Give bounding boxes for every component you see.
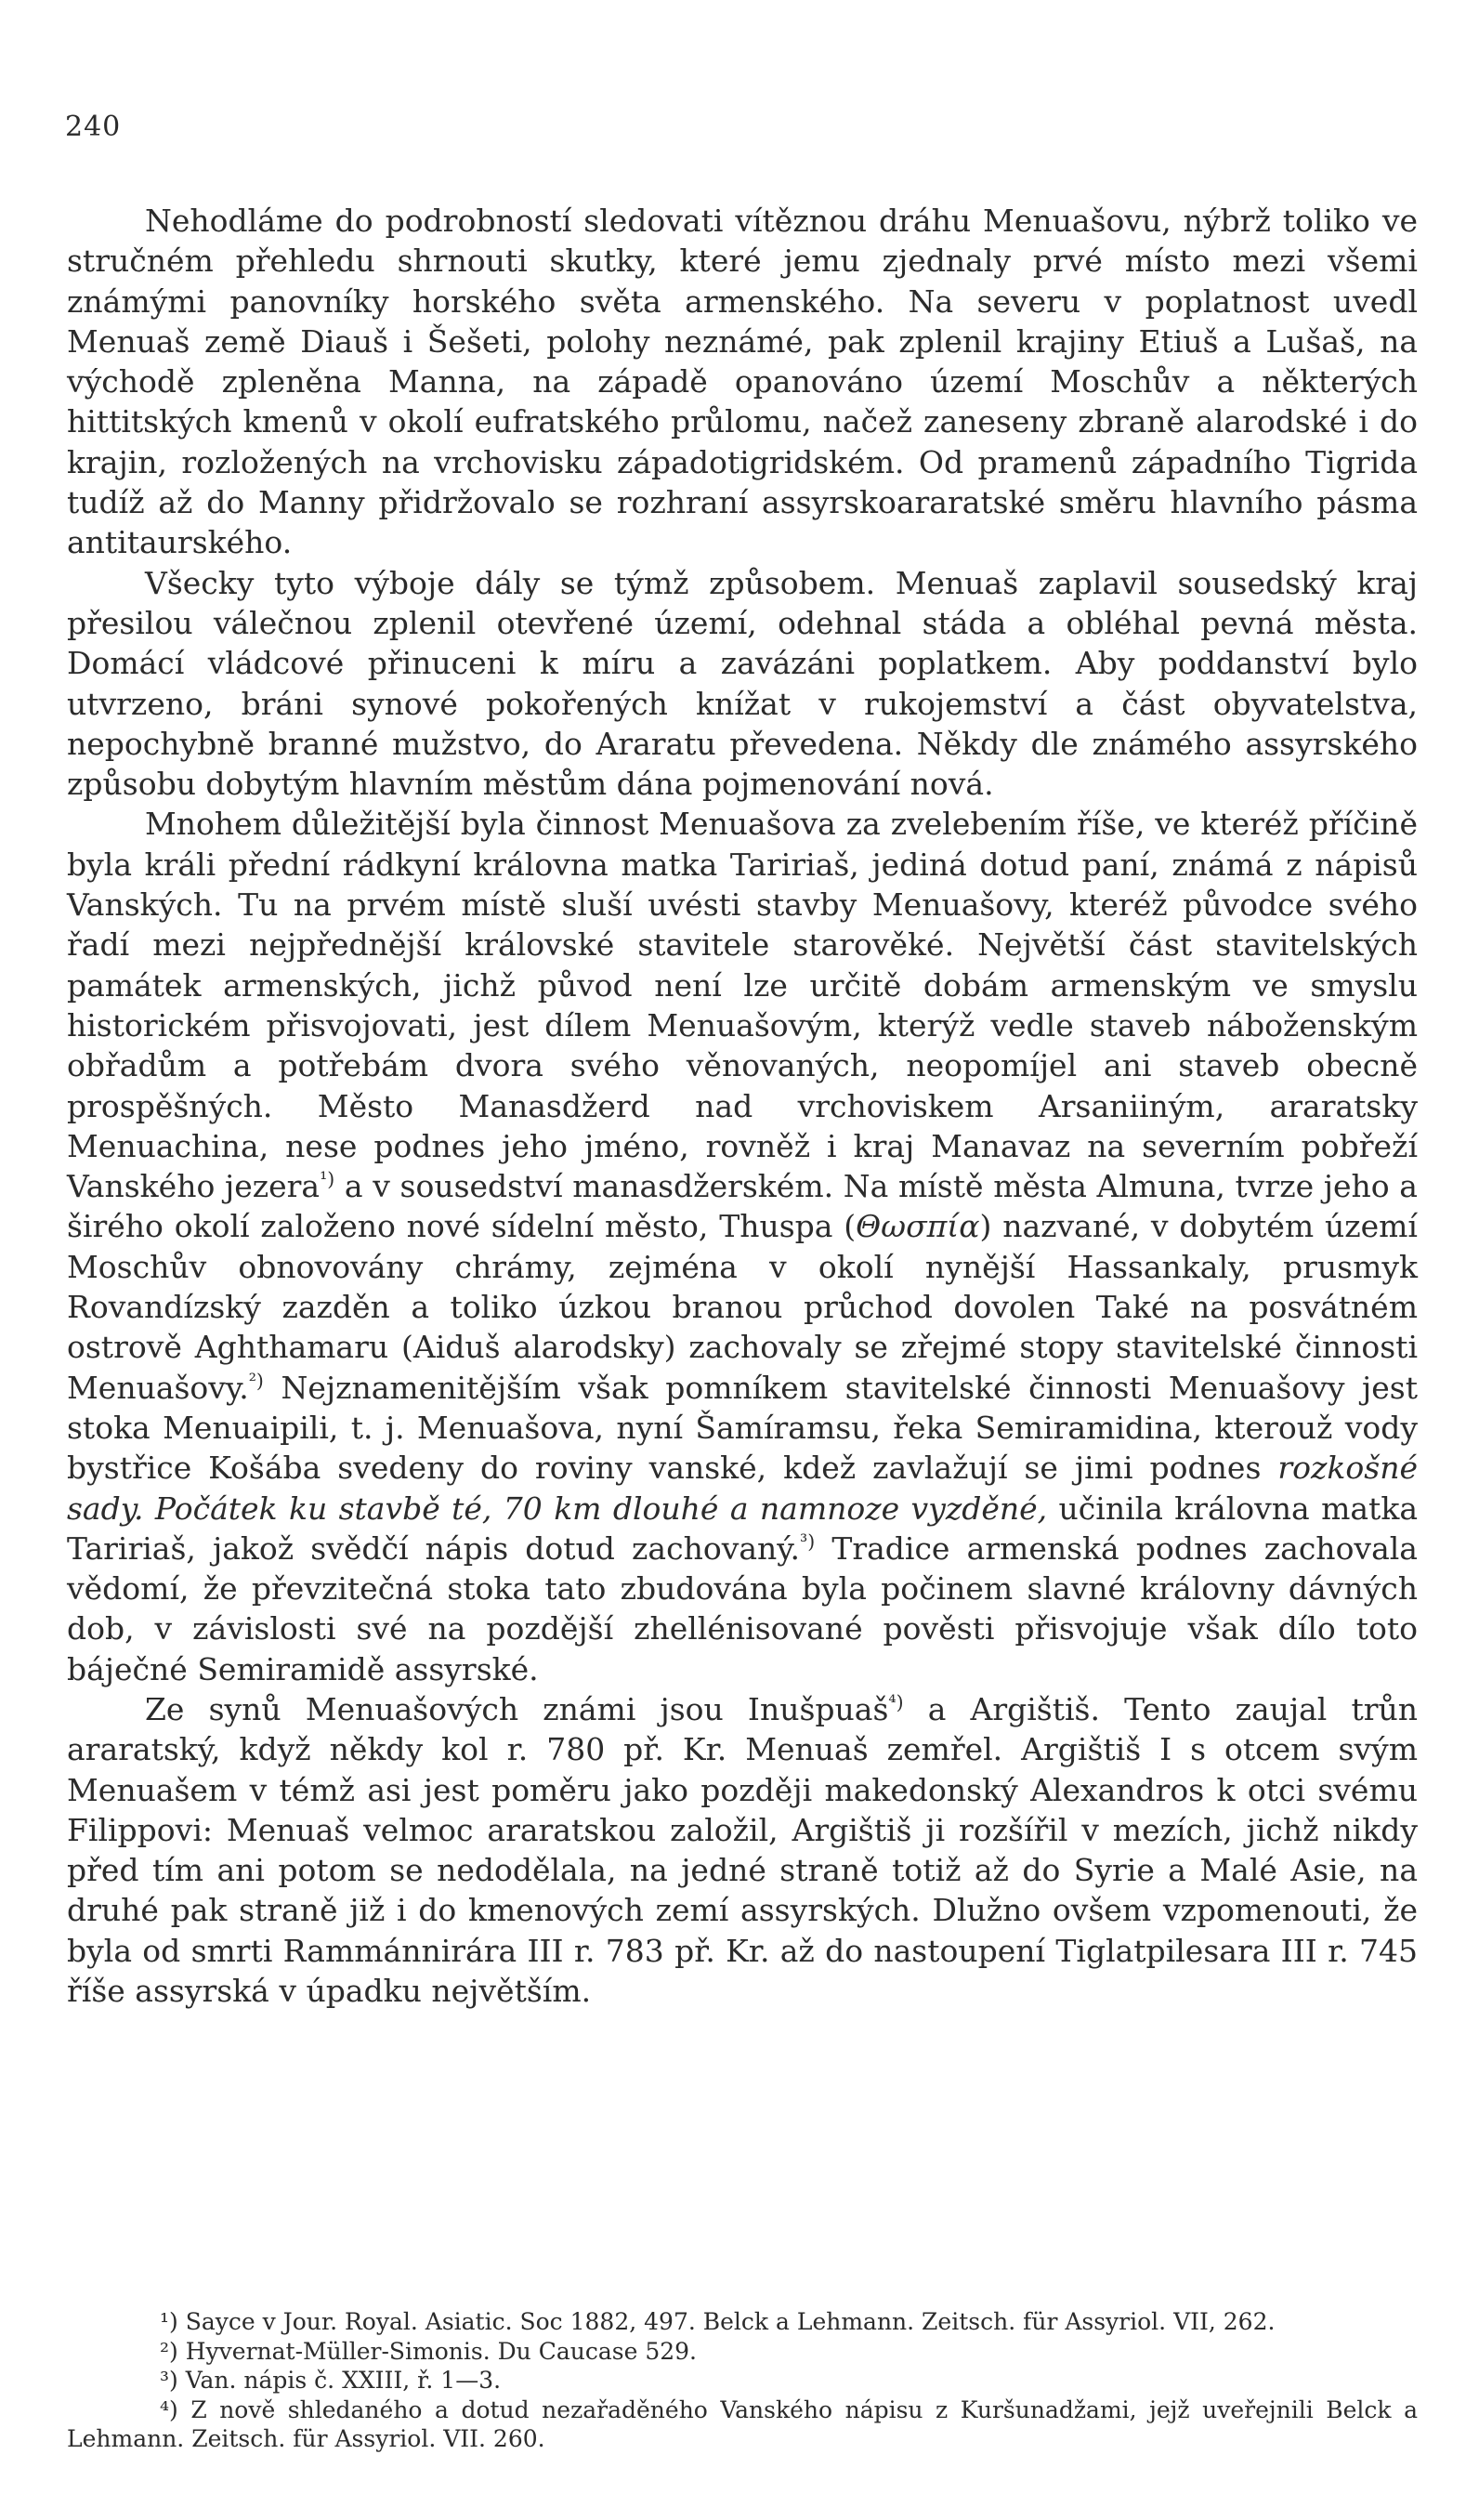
paragraph-text: ) nazvané, v dobytém území Moschův obnovovány chrámy, zejména v okolí nynější Hassankaly, prusmyk Rovandízský zazděn a toliko úzkou branou průchod dovolen Také na posvátném ostrově Aghthamaru (Aiduš alarodsky) zachovaly se zřejmé stopy stavitelské činnosti Menuašovy. <box>67 1208 1418 1406</box>
footnote-text: Van. nápis č. XXIII, ř. 1—3. <box>185 2367 502 2394</box>
footnote-mark: ⁴) <box>160 2395 178 2423</box>
paragraph-text: Nehodláme do podrobností sledovati vítěznou dráhu Menuašovu, nýbrž toliko ve stručném přehledu shrnouti skutky, které jemu zjednaly prvé místo mezi všemi známými panovníky horského světa armenského. Na severu v poplatnost uvedl Menuaš země Diauš i Šešeti, polohy neznámé, pak zplenil krajiny Etiuš a Lušaš, na východě zpleněna Manna, na západě opanováno území Moschův a některých hittitských kmenů v okolí eufratského průlomu, načež zaneseny zbraně alarodské i do krajin, rozložených na vrchovisku západotigridském. Od pramenů západního Tigrida tudíž až do Manny přidržovalo se rozhraní assyrskoararatské směru hlavního pásma antitaurského. <box>67 203 1418 561</box>
paragraph-text: a Argištiš. Tento zaujal trůn araratský, když někdy kol r. 780 př. Kr. Menuaš zemřel. Argištiš I s otcem svým Menuašem v témž asi jest poměru jako později makedonský Alexandros k otci svému Filippovi: Menuaš velmoc araratskou založil, Argištiš ji rozšířil v mezích, jichž nikdy před tím ani potom se nedodělala, na jedné straně totiž až do Syrie a Malé Asie, na druhé pak straně již i do kmenových zemí assyrských. Dlužno ovšem vzpomenouti, že byla od smrti Rammánnirára III r. 783 př. Kr. až do nastoupení Tiglatpilesara III r. 745 říše assyrská v úpadku největším. <box>67 1690 1419 2010</box>
paragraph-text: Tradice armenská podnes zachovala vědomí, že převzitečná stoka tato zbudována byla počinem slavné královny dávných dob, v závislosti své na pozdější zhellénisované pověsti přisvojuje však dílo toto báječné Semiramidě assyrské. <box>67 1529 1418 1687</box>
paragraph-text: Mnohem důležitější byla činnost Menuašova za zvelebením říše, ve kteréž příčině byla králi přední rádkyní královna matka Taririaš, jediná dotud paní, známá z nápisů Vanských. Tu na prvém místě sluší uvésti stavby Menuašovy, kteréž původce svého řadí mezi nejpřednější královské stavitele starověké. Největší část stavitelských památek armenských, jichž původ není lze určitě dobám armenským ve smyslu historickém přisvojovati, jest dílem Menuašovým, kterýž vedle staveb náboženským obřadům a potřebám dvora svého věnovaných, neopomíjel ani staveb obecně prospěšných. Město Manasdžerd nad vrchoviskem Arsaniiným, araratsky Menuachina, nese podnes jeho jméno, rovněž i kraj Manavaz na severním pobřeží Vanského jezera <box>67 806 1418 1205</box>
main-text <box>67 201 1418 2011</box>
footnote-2 <box>67 2337 1418 2367</box>
italic-text: rozkošné sady. Počátek ku stavbě té, 70 km dlouhé a namnoze vyzděné, <box>67 1450 1418 1527</box>
paragraph-text: Ze synů Menuašových známi jsou Inušpuaš <box>145 1690 889 1727</box>
footnote-mark: ¹) <box>160 2308 178 2335</box>
footnote-ref-2: ²) <box>248 1369 264 1392</box>
footnote-text: Sayce v Jour. Royal. Asiatic. Soc 1882, 497. Belck a Lehmann. Zeitsch. für Assyriol. VII, 262. <box>185 2308 1276 2335</box>
footnotes <box>67 2307 1418 2454</box>
greek-word: Θωσπία <box>856 1208 980 1245</box>
paragraph-text: učinila královna matka Taririaš, jakož svědčí nápis dotud zachovaný. <box>67 1490 1418 1567</box>
footnote-ref-3: ³) <box>800 1529 816 1553</box>
footnote-3 <box>67 2366 1418 2395</box>
footnote-mark: ³) <box>160 2367 178 2394</box>
paragraph-4 <box>67 1689 1418 2011</box>
paragraph-text: Nejznamenitějším však pomníkem stavitelské činnosti Menuašovy jest stoka Menuaipili, t. j. Menuašova, nyní Šamíramsu, řeka Semiramidina, kterouž vody bystřice Košába svedeny do roviny vanské, kdež zavlažují se jimi podnes <box>67 1369 1418 1487</box>
footnote-mark: ²) <box>160 2337 178 2365</box>
paragraph-3 <box>67 804 1418 1689</box>
paragraph-1 <box>67 201 1418 563</box>
footnote-ref-4: ⁴) <box>888 1690 904 1713</box>
footnote-ref-1: ¹) <box>320 1168 335 1191</box>
footnote-4 <box>67 2395 1418 2454</box>
paragraph-text: a v sousedství manasdžerském. Na místě města Almuna, tvrze jeho a širého okolí založeno nové sídelní město, Thuspa ( <box>67 1168 1418 1245</box>
footnote-text: Hyvernat-Müller-Simonis. Du Caucase 529. <box>185 2337 697 2365</box>
footnote-1 <box>67 2307 1418 2337</box>
footnote-text: Z nově shledaného a dotud nezařaděného Vanského nápisu z Kuršunadžami, jejž uveřejnili Belck a Lehmann. Zeitsch. für Assyriol. VII. 260. <box>67 2395 1418 2452</box>
paragraph-text: Všecky tyto výboje dály se týmž způsobem. Menuaš zaplavil sousedský kraj přesilou válečnou zplenil otevřené území, odehnal stáda a obléhal pevná města. Domácí vládcové přinuceni k míru a zavázáni poplatkem. Aby poddanství bylo utvrzeno, bráni synové pokořených knížat v rukojemství a část obyvatelstva, nepochybně branné mužstvo, do Araratu převedena. Někdy dle známého assyrského způsobu dobytým hlavním městům dána pojmenování nová. <box>67 564 1418 803</box>
page-number: 240 <box>65 111 122 143</box>
paragraph-2 <box>67 563 1418 805</box>
